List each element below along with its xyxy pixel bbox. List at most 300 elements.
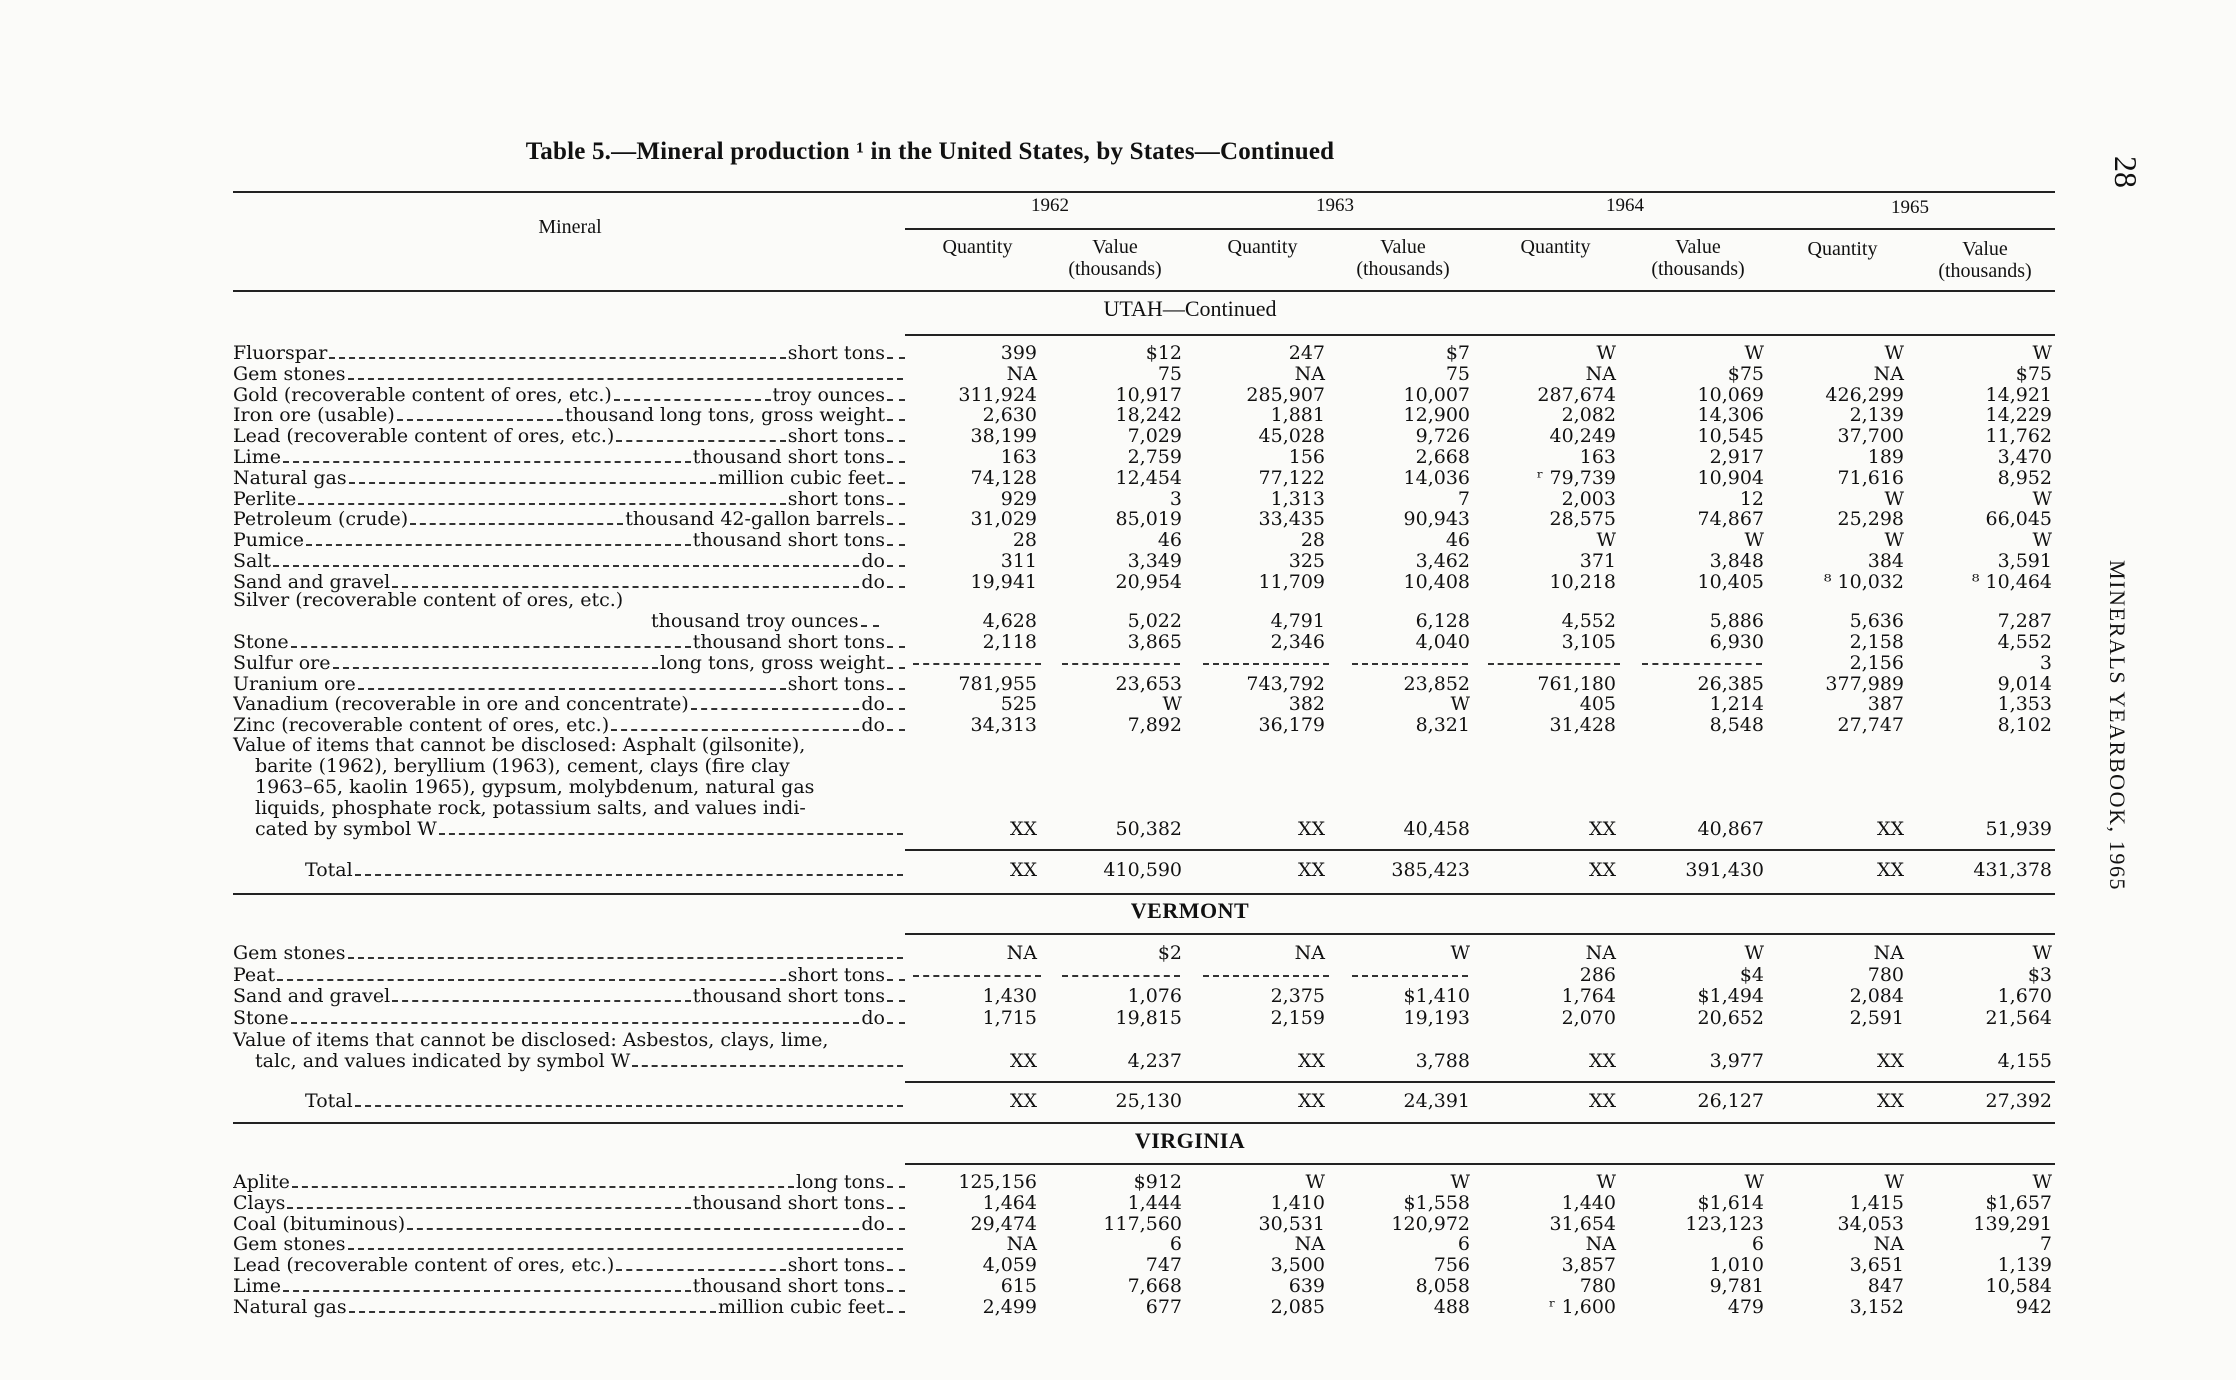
cell-1964-quantity: 40,249 xyxy=(1549,425,1616,448)
leader-dots xyxy=(887,1207,905,1209)
cell-1962-value: 2,759 xyxy=(1127,446,1182,468)
leader-dots xyxy=(887,482,905,484)
cell-1964-value: 10,069 xyxy=(1697,383,1764,406)
cell-1962-quantity: 74,128 xyxy=(970,466,1037,489)
cell-1964-quantity: 10,218 xyxy=(1549,570,1616,593)
cell-1963-quantity: 2,085 xyxy=(1270,1295,1325,1318)
leader-dots xyxy=(887,440,905,442)
cell-1964-value: 10,904 xyxy=(1697,466,1764,489)
year-header-rule xyxy=(905,228,2055,230)
note-line: Value of items that cannot be disclosed: Asbestos, clays, lime, xyxy=(233,1029,829,1051)
cell-1965-value: 14,921 xyxy=(1985,383,2052,406)
cell-1965-quantity: W xyxy=(1884,342,1904,364)
cell-1962-quantity: 125,156 xyxy=(958,1171,1037,1193)
cell-1963-quantity: NA xyxy=(1294,1233,1325,1256)
cell-1962-value: 85,019 xyxy=(1115,508,1182,531)
cell-1964-value: 10,405 xyxy=(1697,570,1764,593)
leader-dots xyxy=(333,667,659,669)
row-label xyxy=(233,1091,905,1112)
cell-1962-quantity: 615 xyxy=(1000,1275,1037,1297)
leader-dots xyxy=(616,1269,785,1271)
table-row xyxy=(0,405,2236,426)
cell-1965-quantity: 37,700 xyxy=(1837,425,1904,448)
year-header-1963: 1963 xyxy=(1316,195,1354,216)
mineral-name: Gem stones xyxy=(233,1234,346,1256)
cell-1962-value: 747 xyxy=(1145,1254,1182,1277)
leader-dots xyxy=(306,544,691,546)
cell-1964-value: 3,848 xyxy=(1709,550,1764,572)
cell-1964-value: 479 xyxy=(1727,1295,1764,1318)
row-unit: thousand short tons xyxy=(692,447,885,468)
cell-1962-quantity: 1,464 xyxy=(982,1191,1037,1214)
cell-1963-value: 6 xyxy=(1457,1233,1470,1256)
cell-1965-quantity: NA xyxy=(1873,942,1904,964)
cell-1965-value: 7 xyxy=(2039,1233,2052,1256)
mineral-name: Petroleum (crude) xyxy=(233,509,409,531)
leader-dots xyxy=(348,1248,903,1250)
cell-1964-value: 2,917 xyxy=(1709,446,1764,468)
section-rule-virginia xyxy=(905,1163,2055,1165)
table-row xyxy=(0,1051,2236,1072)
cell-1962-value: 25,130 xyxy=(1115,1090,1182,1112)
leader-dots xyxy=(887,565,905,567)
cell-1962-value: 19,815 xyxy=(1115,1006,1182,1029)
cell-1965-value: ⁸ 10,464 xyxy=(1971,570,2052,593)
cell-1963-value: W xyxy=(1450,1171,1470,1193)
cell-1964-quantity-dash xyxy=(1488,663,1620,665)
table-row xyxy=(0,447,2236,468)
cell-1962-value: 12,454 xyxy=(1115,466,1182,489)
cell-1962-quantity: NA xyxy=(1006,1233,1037,1256)
row-unit: million cubic feet xyxy=(718,467,885,489)
row-unit: thousand long tons, gross weight xyxy=(564,405,885,427)
cell-1965-value: 4,155 xyxy=(1997,1050,2052,1072)
mineral-header: Mineral xyxy=(538,216,602,238)
note-line: barite (1962), beryllium (1963), cement, clays (fire clay xyxy=(255,755,790,777)
cell-1963-value: 23,852 xyxy=(1403,672,1470,695)
leader-dots xyxy=(355,874,903,876)
mineral-name: Sand and gravel xyxy=(233,571,391,593)
cell-1963-value: W xyxy=(1450,942,1470,964)
cell-1962-value: $912 xyxy=(1133,1171,1182,1193)
row-label xyxy=(233,819,905,840)
cell-1965-value: 139,291 xyxy=(1973,1212,2052,1235)
cell-1962-quantity: 2,630 xyxy=(982,404,1037,427)
cell-1962-quantity: 525 xyxy=(1000,693,1037,716)
row-label xyxy=(233,1234,905,1255)
cell-1963-value: 8,321 xyxy=(1415,714,1470,737)
cell-1964-value: 12 xyxy=(1739,487,1764,510)
table-row xyxy=(0,943,2236,964)
section-title-virginia: VIRGINIA xyxy=(1134,1128,1246,1153)
table-row xyxy=(0,385,2236,406)
row-unit: thousand short tons xyxy=(692,632,885,653)
cell-1964-value: W xyxy=(1744,342,1764,364)
cell-1965-quantity: 2,591 xyxy=(1849,1006,1904,1029)
cell-1964-value: W xyxy=(1744,529,1764,552)
cell-1963-quantity: 1,881 xyxy=(1270,404,1325,427)
table-row xyxy=(0,1193,2236,1214)
cell-1964-quantity: 2,003 xyxy=(1561,487,1616,510)
leader-dots xyxy=(392,586,859,588)
cell-1964-quantity: 163 xyxy=(1579,446,1616,468)
leader-dots xyxy=(287,1207,690,1209)
cell-1963-quantity: 30,531 xyxy=(1258,1212,1325,1235)
cell-1964-quantity: ʳ 1,600 xyxy=(1548,1295,1616,1318)
cell-1963-quantity-dash xyxy=(1203,975,1329,977)
cell-1962-quantity: 399 xyxy=(1000,342,1037,364)
mineral-name: Stone xyxy=(233,632,289,653)
cell-1964-value: 391,430 xyxy=(1685,859,1764,881)
row-label xyxy=(233,530,905,551)
cell-1965-quantity: 2,158 xyxy=(1849,631,1904,653)
cell-1965-quantity: 71,616 xyxy=(1837,466,1904,489)
cell-1963-quantity: XX xyxy=(1297,859,1325,881)
cell-1962-value: 5,022 xyxy=(1127,610,1182,632)
leader-dots xyxy=(392,1000,691,1002)
row-unit: do xyxy=(861,715,885,737)
leader-dots xyxy=(691,708,860,710)
row-unit: short tons xyxy=(787,343,885,364)
cell-1963-value: 4,040 xyxy=(1415,631,1470,653)
cell-1962-value: 3,349 xyxy=(1127,550,1182,572)
cell-1965-quantity: NA xyxy=(1873,1233,1904,1256)
cell-1962-value: $2 xyxy=(1157,942,1182,964)
cell-1963-value: 40,458 xyxy=(1403,818,1470,840)
cell-1964-value: 5,886 xyxy=(1709,610,1764,632)
mineral-name: Pumice xyxy=(233,530,304,552)
leader-dots xyxy=(887,419,905,421)
cell-1963-quantity: 285,907 xyxy=(1246,383,1325,406)
cell-1962-value: 50,382 xyxy=(1115,818,1182,840)
cell-1963-quantity: 2,159 xyxy=(1270,1006,1325,1029)
cell-1965-quantity: 3,651 xyxy=(1849,1254,1904,1277)
leader-dots xyxy=(283,461,691,463)
row-label xyxy=(233,1193,905,1214)
cell-1962-value: W xyxy=(1162,693,1182,716)
leader-dots xyxy=(397,419,563,421)
leader-dots xyxy=(887,729,905,731)
leader-dots xyxy=(887,586,905,588)
cell-1965-value: 66,045 xyxy=(1985,508,2052,531)
cell-1964-quantity: 3,105 xyxy=(1561,631,1616,653)
row-label xyxy=(233,1214,905,1235)
note-line: cated by symbol W xyxy=(255,819,437,840)
cell-1964-value: 26,127 xyxy=(1697,1090,1764,1112)
cell-1962-quantity: 1,430 xyxy=(982,985,1037,1007)
value-header-1963 xyxy=(1333,236,1473,280)
year-header-1965: 1965 xyxy=(1891,197,1929,218)
leader-dots xyxy=(407,1228,859,1230)
leader-dots xyxy=(358,688,786,690)
cell-1962-quantity: 29,474 xyxy=(970,1212,1037,1235)
cell-1962-quantity: 311 xyxy=(1000,550,1037,572)
cell-1962-value-dash xyxy=(1062,975,1180,977)
row-label xyxy=(233,694,905,715)
row-label xyxy=(233,611,905,632)
cell-1965-quantity: 1,415 xyxy=(1849,1191,1904,1214)
row-label xyxy=(233,509,905,530)
cell-1965-quantity: XX xyxy=(1876,859,1904,881)
table-row xyxy=(0,530,2236,551)
leader-dots xyxy=(887,1228,905,1230)
cell-1963-value: 2,668 xyxy=(1415,446,1470,468)
mineral-name: Lead (recoverable content of ores, etc.) xyxy=(233,1255,615,1277)
row-unit: thousand short tons xyxy=(692,530,885,552)
cell-1965-value: 1,670 xyxy=(1997,985,2052,1007)
cell-1964-value: 40,867 xyxy=(1697,818,1764,840)
cell-1964-value: 20,652 xyxy=(1697,1006,1764,1029)
mineral-name: Lead (recoverable content of ores, etc.) xyxy=(233,426,615,448)
table-row xyxy=(0,653,2236,674)
cell-1965-value: $1,657 xyxy=(1985,1191,2052,1214)
cell-1965-quantity: 27,747 xyxy=(1837,714,1904,737)
row-unit: do xyxy=(861,694,885,716)
cell-1962-quantity-dash xyxy=(913,663,1041,665)
cell-1962-quantity: NA xyxy=(1006,942,1037,964)
leader-dots xyxy=(887,523,905,525)
cell-1965-quantity: 2,084 xyxy=(1849,985,1904,1007)
cell-1962-quantity: 4,628 xyxy=(982,610,1037,632)
table-row xyxy=(0,1172,2236,1193)
table-row xyxy=(0,1255,2236,1276)
leader-dots xyxy=(298,503,785,505)
leader-dots xyxy=(348,378,903,380)
value-label: Value xyxy=(1380,236,1426,258)
cell-1963-quantity: W xyxy=(1305,1171,1325,1193)
cell-1965-value: 3,591 xyxy=(1997,550,2052,572)
cell-1962-quantity: 2,499 xyxy=(982,1295,1037,1318)
table-row xyxy=(0,632,2236,653)
cell-1965-quantity: 384 xyxy=(1867,550,1904,572)
cell-1964-quantity: 2,070 xyxy=(1561,1006,1616,1029)
cell-1962-value: 1,444 xyxy=(1127,1191,1182,1214)
cell-1964-value: 14,306 xyxy=(1697,404,1764,427)
leader-dots xyxy=(329,357,785,359)
cell-1962-quantity: 311,924 xyxy=(958,383,1037,406)
row-label xyxy=(233,1255,905,1276)
row-unit: thousand short tons xyxy=(692,1192,885,1214)
cell-1963-quantity: 247 xyxy=(1288,342,1325,364)
section-rule-utah xyxy=(905,334,2055,336)
row-label xyxy=(233,632,905,653)
section-top-rule-vermont xyxy=(233,893,2055,895)
cell-1962-value: 75 xyxy=(1157,362,1182,385)
cell-1965-value: W xyxy=(2032,942,2052,964)
cell-1965-quantity: 847 xyxy=(1867,1275,1904,1297)
cell-1964-quantity: XX xyxy=(1588,1050,1616,1072)
cell-1963-value: 14,036 xyxy=(1403,466,1470,489)
row-label xyxy=(233,364,905,385)
row-unit: troy ounces xyxy=(772,384,885,406)
cell-1965-quantity: 34,053 xyxy=(1837,1212,1904,1235)
cell-1962-value: 46 xyxy=(1157,529,1182,552)
cell-1965-value: 9,014 xyxy=(1997,672,2052,695)
cell-1962-value: 677 xyxy=(1145,1295,1182,1318)
cell-1963-quantity: XX xyxy=(1297,1090,1325,1112)
cell-1964-quantity: XX xyxy=(1588,818,1616,840)
table-row xyxy=(0,674,2236,695)
mineral-name: Lime xyxy=(233,447,281,468)
cell-1963-value: 90,943 xyxy=(1403,508,1470,531)
cell-1962-value: 23,653 xyxy=(1115,672,1182,695)
cell-1963-value: 12,900 xyxy=(1403,404,1470,427)
leader-dots xyxy=(632,1065,903,1067)
cell-1963-quantity: NA xyxy=(1294,362,1325,385)
cell-1963-quantity: 33,435 xyxy=(1258,508,1325,531)
cell-1964-value: 1,214 xyxy=(1709,693,1764,716)
cell-1963-quantity: 1,410 xyxy=(1270,1191,1325,1214)
table-row xyxy=(0,343,2236,364)
cell-1964-value: 26,385 xyxy=(1697,672,1764,695)
value-unit: (thousands) xyxy=(1651,258,1745,280)
cell-1964-quantity: ʳ 79,739 xyxy=(1536,466,1616,489)
note-line: Value of items that cannot be disclosed: Asphalt (gilsonite), xyxy=(233,734,806,756)
cell-1965-quantity: XX xyxy=(1876,1090,1904,1112)
cell-1963-quantity-dash xyxy=(1203,663,1329,665)
cell-1962-value: 10,917 xyxy=(1115,383,1182,406)
mineral-name: Stone xyxy=(233,1007,289,1029)
cell-1964-quantity: 287,674 xyxy=(1537,383,1616,406)
leader-dots xyxy=(887,667,905,669)
mineral-name: Coal (bituminous) xyxy=(233,1213,406,1235)
cell-1962-quantity-dash xyxy=(913,975,1041,977)
leader-dots xyxy=(439,833,903,835)
cell-1963-quantity: NA xyxy=(1294,942,1325,964)
cell-1964-value: 6,930 xyxy=(1709,631,1764,653)
cell-1963-quantity: 11,709 xyxy=(1258,570,1325,593)
cell-1962-value: 3 xyxy=(1169,487,1182,510)
row-unit: long tons, gross weight xyxy=(660,652,885,674)
cell-1964-value: $4 xyxy=(1739,963,1764,986)
value-label: Value xyxy=(1675,236,1721,258)
row-label xyxy=(233,468,905,489)
cell-1962-quantity: 4,059 xyxy=(982,1254,1037,1277)
row-unit: thousand short tons xyxy=(692,986,885,1007)
cell-1962-quantity: 19,941 xyxy=(970,570,1037,593)
row-label xyxy=(233,489,905,510)
cell-1962-quantity: 929 xyxy=(1000,487,1037,510)
cell-1964-value: 10,545 xyxy=(1697,425,1764,448)
cell-1965-value: 3 xyxy=(2039,651,2052,674)
table-row-total-vermont xyxy=(0,1091,2236,1112)
row-label xyxy=(233,405,905,426)
cell-1964-value: 9,781 xyxy=(1709,1275,1764,1297)
cell-1965-value: 11,762 xyxy=(1985,425,2052,448)
cell-1962-value: 7,892 xyxy=(1127,714,1182,737)
cell-1963-value-dash xyxy=(1352,663,1468,665)
cell-1964-quantity: W xyxy=(1596,529,1616,552)
mineral-name: Peat xyxy=(233,964,276,986)
cell-1965-value: 3,470 xyxy=(1997,446,2052,468)
cell-1963-quantity: 156 xyxy=(1288,446,1325,468)
cell-1962-value: 7,029 xyxy=(1127,425,1182,448)
cell-1963-value: $1,558 xyxy=(1403,1191,1470,1214)
cell-1963-quantity: 743,792 xyxy=(1246,672,1325,695)
quantity-header-1962: Quantity xyxy=(942,236,1013,258)
cell-1963-quantity: 3,500 xyxy=(1270,1254,1325,1277)
section-top-rule-virginia xyxy=(233,1122,2055,1124)
cell-1963-quantity: 2,346 xyxy=(1270,631,1325,653)
cell-1963-value: 9,726 xyxy=(1415,425,1470,448)
cell-1963-value: 3,462 xyxy=(1415,550,1470,572)
page-title: Table 5.—Mineral production ¹ in the United States, by States—Continued xyxy=(525,138,1335,165)
cell-1965-quantity: 2,139 xyxy=(1849,404,1904,427)
value-unit: (thousands) xyxy=(1356,258,1450,280)
leader-dots xyxy=(349,482,716,484)
cell-1962-value: 3,865 xyxy=(1127,631,1182,653)
cell-1965-value: 1,139 xyxy=(1997,1254,2052,1277)
cell-1964-quantity: 2,082 xyxy=(1561,404,1616,427)
running-head: MINERALS YEARBOOK, 1965 xyxy=(2105,560,2130,892)
cell-1963-quantity: 1,313 xyxy=(1270,487,1325,510)
mineral-name: Gold (recoverable content of ores, etc.) xyxy=(233,384,612,406)
row-label xyxy=(233,385,905,406)
leader-dots xyxy=(291,1022,860,1024)
mineral-name: Sand and gravel xyxy=(233,986,391,1007)
row-unit: short tons xyxy=(787,426,885,448)
mineral-name: Uranium ore xyxy=(233,673,356,695)
table-row xyxy=(0,426,2236,447)
cell-1965-value: 8,952 xyxy=(1997,466,2052,489)
table-row xyxy=(0,1008,2236,1029)
row-unit: short tons xyxy=(787,488,885,510)
cell-1962-value: 410,590 xyxy=(1103,859,1182,881)
cell-1965-quantity: XX xyxy=(1876,818,1904,840)
leader-dots xyxy=(291,646,691,648)
row-unit: do xyxy=(861,1213,885,1235)
cell-1964-quantity: 780 xyxy=(1579,1275,1616,1297)
leader-dots xyxy=(887,1186,905,1188)
cell-1964-quantity: 371 xyxy=(1579,550,1616,572)
cell-1965-value: 7,287 xyxy=(1997,610,2052,632)
row-label xyxy=(233,965,905,986)
mineral-name: Gem stones xyxy=(233,943,346,964)
cell-1963-quantity: 2,375 xyxy=(1270,985,1325,1007)
cell-1963-value: 19,193 xyxy=(1403,1006,1470,1029)
row-label xyxy=(233,1051,905,1072)
row-label xyxy=(233,447,905,468)
row-label xyxy=(233,860,905,881)
row-unit: million cubic feet xyxy=(718,1296,885,1318)
value-label: Value xyxy=(1962,238,2008,260)
mineral-name: Fluorspar xyxy=(233,343,328,364)
cell-1963-value: 8,058 xyxy=(1415,1275,1470,1297)
cell-1964-quantity: 4,552 xyxy=(1561,610,1616,632)
cell-1965-value: W xyxy=(2032,487,2052,510)
cell-1963-quantity: 77,122 xyxy=(1258,466,1325,489)
cell-1965-value: W xyxy=(2032,342,2052,364)
cell-1962-value: 18,242 xyxy=(1115,404,1182,427)
cell-1965-quantity: 780 xyxy=(1867,963,1904,986)
cell-1965-value: 27,392 xyxy=(1985,1090,2052,1112)
cell-1963-quantity: 4,791 xyxy=(1270,610,1325,632)
cell-1965-value: 1,353 xyxy=(1997,693,2052,716)
mineral-name: Sulfur ore xyxy=(233,652,331,674)
table-row xyxy=(0,468,2236,489)
table-row xyxy=(0,364,2236,385)
note-line: 1963–65, kaolin 1965), gypsum, molybdenum, natural gas xyxy=(255,776,815,798)
leader-dots xyxy=(861,625,879,627)
cell-1963-quantity: 382 xyxy=(1288,693,1325,716)
cell-1965-quantity: NA xyxy=(1873,362,1904,385)
mineral-name: Lime xyxy=(233,1276,281,1297)
cell-1962-value: $12 xyxy=(1145,342,1182,364)
cell-1964-quantity: XX xyxy=(1588,859,1616,881)
cell-1964-quantity: 761,180 xyxy=(1537,672,1616,695)
mineral-name: Zinc (recoverable content of ores, etc.) xyxy=(233,715,610,737)
value-header-1962 xyxy=(1045,236,1185,280)
